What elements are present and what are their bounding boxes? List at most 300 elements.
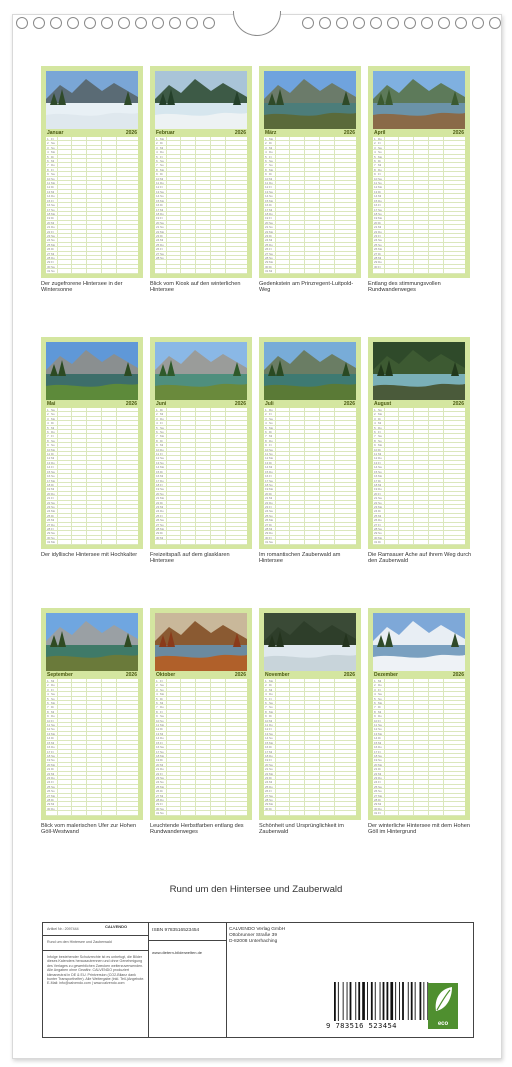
day-weekday: Sa <box>378 784 382 789</box>
barcode-bar <box>358 982 360 1020</box>
grid-column-line <box>289 137 290 274</box>
day-weekday: Sa <box>51 531 55 536</box>
day-weekday: Sa <box>51 141 55 146</box>
barcode-bar <box>380 982 381 1020</box>
grid-column-line <box>57 137 58 274</box>
day-number: 19 <box>156 216 160 221</box>
month-header <box>373 130 465 137</box>
day-weekday: Do <box>160 705 164 710</box>
day-number: 26 <box>374 789 378 794</box>
day-number: 2 <box>156 683 158 688</box>
day-number: 27 <box>156 793 160 798</box>
day-weekday: Di <box>160 727 163 732</box>
day-number: 12 <box>374 185 378 190</box>
month-name: September <box>47 672 73 678</box>
month-photo <box>155 71 247 129</box>
day-weekday: Mi <box>269 176 273 181</box>
day-weekday: Mo <box>160 784 165 789</box>
grid-column-line <box>57 679 58 816</box>
day-weekday: Do <box>378 198 382 203</box>
day-weekday: Mi <box>51 456 55 461</box>
day-number: 9 <box>374 443 376 448</box>
month-name: Januar <box>47 130 64 136</box>
day-number: 25 <box>374 242 378 247</box>
day-weekday: Fr <box>378 749 381 754</box>
day-weekday: Di <box>160 408 163 412</box>
day-number: 17 <box>265 207 269 212</box>
day-weekday: Sa <box>51 233 55 238</box>
day-weekday: Mi <box>269 434 273 439</box>
day-number: 5 <box>156 154 158 159</box>
day-number: 5 <box>47 425 49 430</box>
day-number: 25 <box>265 242 269 247</box>
grid-column-line <box>180 137 181 274</box>
day-number: 13 <box>265 189 269 194</box>
binding-hole <box>84 17 96 29</box>
day-weekday: Fr <box>51 496 54 501</box>
day-row <box>373 269 465 273</box>
day-number: 7 <box>156 434 158 439</box>
grid-column-line <box>210 137 211 274</box>
day-number: 9 <box>47 714 49 719</box>
grid-column-line <box>443 408 444 545</box>
day-number: 24 <box>156 509 160 514</box>
day-number: 6 <box>156 159 158 164</box>
day-number: 7 <box>47 705 49 710</box>
day-number: 25 <box>156 784 160 789</box>
day-number: 13 <box>156 460 160 465</box>
day-weekday: Mo <box>160 434 165 439</box>
month-day-grid <box>46 679 138 816</box>
day-number: 25 <box>265 513 269 518</box>
day-number: 9 <box>156 172 158 177</box>
barcode-bar <box>420 982 422 1020</box>
day-number: 4 <box>265 692 267 697</box>
day-number: 1 <box>265 137 267 141</box>
day-number: 17 <box>265 478 269 483</box>
day-number: 6 <box>265 430 267 435</box>
day-weekday: Do <box>51 522 55 527</box>
day-weekday: Fr <box>269 758 272 763</box>
month-card <box>150 608 252 820</box>
day-weekday: Di <box>160 758 163 763</box>
day-weekday: Sa <box>51 753 55 758</box>
day-number: 9 <box>374 714 376 719</box>
day-number: 7 <box>156 163 158 168</box>
month-year: 2026 <box>234 130 246 136</box>
day-weekday: Sa <box>269 540 273 545</box>
day-number: 4 <box>47 150 49 155</box>
month-card <box>259 66 361 278</box>
day-weekday: So <box>160 163 164 168</box>
day-weekday: Do <box>51 430 55 435</box>
day-weekday: Di <box>269 491 272 496</box>
day-number: 2 <box>265 141 267 146</box>
day-number: 15 <box>265 740 269 745</box>
binding-hole <box>16 17 28 29</box>
grid-column-line <box>275 408 276 545</box>
grid-column-line <box>319 137 320 274</box>
day-weekday: Fr <box>160 709 163 714</box>
month-year: 2026 <box>234 401 246 407</box>
barcode-bar <box>383 982 385 1020</box>
day-number: 4 <box>156 421 158 426</box>
day-weekday: So <box>51 207 55 212</box>
day-weekday: Sa <box>269 731 273 736</box>
day-weekday: Sa <box>160 425 164 430</box>
day-number: 17 <box>374 749 378 754</box>
day-weekday: Do <box>378 775 382 780</box>
month-photo <box>46 342 138 400</box>
barcode-bar <box>334 982 336 1026</box>
day-weekday: Mi <box>160 701 164 706</box>
month-day-grid <box>264 137 356 274</box>
day-number: 14 <box>156 194 160 199</box>
day-number: 13 <box>156 731 160 736</box>
month-name: Oktober <box>156 672 176 678</box>
month-caption: Entlang des stimmungsvollen Rundwanderweges <box>368 281 441 294</box>
day-number: 18 <box>47 753 51 758</box>
day-weekday: Mo <box>51 509 56 514</box>
day-weekday: Fr <box>160 513 163 518</box>
day-number: 16 <box>47 474 51 479</box>
day-number: 28 <box>156 526 160 531</box>
day-number: 13 <box>156 189 160 194</box>
day-number: 13 <box>374 460 378 465</box>
day-number: 19 <box>374 216 378 221</box>
day-weekday: Mo <box>51 181 56 186</box>
day-number: 10 <box>156 176 160 181</box>
day-weekday: Mo <box>378 443 383 448</box>
grid-column-line <box>289 679 290 816</box>
day-number: 13 <box>47 731 51 736</box>
day-number: 29 <box>265 260 269 265</box>
month-year: 2026 <box>343 401 355 407</box>
day-number: 17 <box>156 207 160 212</box>
day-number: 14 <box>265 465 269 470</box>
day-weekday: Di <box>269 141 272 146</box>
day-number: 14 <box>156 736 160 741</box>
grid-column-line <box>334 679 335 816</box>
day-weekday: Fr <box>269 412 272 417</box>
day-number: 6 <box>47 430 49 435</box>
calendar-title: Rund um den Hintersee und Zauberwald <box>169 884 343 895</box>
grid-column-line <box>384 679 385 816</box>
day-row <box>46 269 138 273</box>
month-name: November <box>265 672 290 678</box>
day-number: 19 <box>265 216 269 221</box>
day-weekday: Fr <box>51 198 54 203</box>
day-number: 20 <box>374 491 378 496</box>
grid-column-line <box>384 137 385 274</box>
day-number: 25 <box>156 513 160 518</box>
day-number: 13 <box>374 731 378 736</box>
day-number: 23 <box>265 233 269 238</box>
day-number: 22 <box>47 229 51 234</box>
info-column-middle <box>149 923 227 1037</box>
day-number: 24 <box>47 509 51 514</box>
day-weekday: Mo <box>160 496 165 501</box>
barcode-bar <box>375 982 376 1020</box>
month-header <box>264 672 356 679</box>
day-weekday: Mi <box>378 255 382 260</box>
day-weekday: Mo <box>160 526 165 531</box>
day-number: 29 <box>374 802 378 807</box>
grid-column-line <box>334 408 335 545</box>
day-weekday: Sa <box>160 251 164 256</box>
day-number: 8 <box>265 709 267 714</box>
day-weekday: Mi <box>269 780 273 785</box>
day-weekday: Do <box>51 806 55 811</box>
day-number: 15 <box>156 469 160 474</box>
binding-hole <box>421 17 433 29</box>
day-weekday: Mo <box>51 416 56 421</box>
day-number: 21 <box>374 496 378 501</box>
day-weekday: Mi <box>269 496 273 501</box>
day-number: 6 <box>265 159 267 164</box>
month-caption: Blick vom malerischen Ufer zur Hohen Göll-Westwand <box>41 823 137 836</box>
day-weekday: Fr <box>51 749 54 754</box>
day-weekday: Mo <box>51 701 56 706</box>
day-number: 26 <box>156 518 160 523</box>
month-card <box>368 66 470 278</box>
day-number: 23 <box>156 504 160 509</box>
day-weekday: Do <box>160 242 164 247</box>
day-number: 21 <box>265 225 269 230</box>
day-weekday: So <box>51 504 55 509</box>
month-card <box>41 337 143 549</box>
day-number: 21 <box>156 767 160 772</box>
day-number: 8 <box>47 167 49 172</box>
day-number: 14 <box>265 736 269 741</box>
barcode-bar <box>423 982 424 1020</box>
day-weekday: Sa <box>160 518 164 523</box>
day-number: 15 <box>156 740 160 745</box>
day-number: 25 <box>265 784 269 789</box>
day-weekday: Di <box>378 189 381 194</box>
day-weekday: Do <box>51 683 55 688</box>
eco-label: eco <box>437 1021 449 1027</box>
day-weekday: Mi <box>160 176 164 181</box>
grid-column-line <box>180 679 181 816</box>
barcode-bar <box>343 982 344 1020</box>
day-weekday: Fr <box>269 535 272 540</box>
day-number: 14 <box>47 736 51 741</box>
day-weekday: Sa <box>269 478 273 483</box>
day-number: 16 <box>156 474 160 479</box>
day-weekday: So <box>378 469 382 474</box>
day-number: 18 <box>156 753 160 758</box>
divider <box>43 950 148 951</box>
day-number: 18 <box>374 482 378 487</box>
month-header <box>373 672 465 679</box>
day-weekday: Sa <box>269 416 273 421</box>
day-number: 23 <box>374 233 378 238</box>
day-number: 19 <box>47 758 51 763</box>
day-number: 28 <box>374 255 378 260</box>
month-photo <box>155 613 247 671</box>
day-number: 11 <box>374 723 378 728</box>
day-weekday: Do <box>51 255 55 260</box>
day-weekday: Di <box>51 736 54 741</box>
day-weekday: Sa <box>51 500 55 505</box>
day-weekday: Sa <box>160 456 164 461</box>
day-number: 2 <box>156 412 158 417</box>
day-weekday: So <box>160 522 164 527</box>
day-weekday: Di <box>269 522 272 527</box>
month-header <box>264 130 356 137</box>
day-number: 30 <box>265 264 269 269</box>
day-number: 26 <box>47 789 51 794</box>
day-weekday: Mo <box>51 762 56 767</box>
day-number: 30 <box>374 806 378 811</box>
day-weekday: So <box>378 758 382 763</box>
day-weekday: So <box>51 758 55 763</box>
day-weekday: Mo <box>51 447 56 452</box>
day-number: 3 <box>374 145 376 150</box>
disclaimer-text: Infolge bestehender Schutzrechte ist es unbefugt, die Bilder dieses Kalenders herauszutrennen und ohne Genehmigung des Verlages zu gewerblichen Zwecken weiterzuverwenden. Alle Angaben ohne Gewähr. CALVENDO produziert klimaneutral in DE & EU. Printversion (CO2-Bilanz dank bunter Transporthelfer). Alle Weitergabe (inkl. Teil-)Angebote. E-Mail: info@calvendo.com | www.calvendo.com <box>47 955 145 986</box>
day-weekday: Do <box>160 181 164 186</box>
day-number: 3 <box>265 416 267 421</box>
day-number: 31 <box>265 540 269 545</box>
binding-hole <box>67 17 79 29</box>
binding-hole <box>169 17 181 29</box>
day-number: 17 <box>47 749 51 754</box>
day-weekday: So <box>160 718 164 723</box>
day-number: 16 <box>374 745 378 750</box>
month-name: Dezember <box>374 672 398 678</box>
day-weekday: Di <box>160 531 163 536</box>
grid-column-line <box>195 137 196 274</box>
day-number: 22 <box>265 771 269 776</box>
binding-hole <box>404 17 416 29</box>
day-weekday: Sa <box>51 692 55 697</box>
day-weekday: So <box>51 474 55 479</box>
day-number: 11 <box>265 723 269 728</box>
day-number: 10 <box>47 176 51 181</box>
day-number: 2 <box>374 412 376 417</box>
day-weekday: Mi <box>269 687 273 692</box>
day-weekday: Sa <box>378 723 382 728</box>
day-number: 10 <box>374 718 378 723</box>
day-number: 23 <box>374 504 378 509</box>
day-number: 17 <box>47 478 51 483</box>
day-weekday: So <box>269 163 273 168</box>
grid-column-line <box>319 408 320 545</box>
day-number: 30 <box>265 535 269 540</box>
binding-hole <box>186 17 198 29</box>
day-weekday: Di <box>378 416 381 421</box>
day-number: 16 <box>47 745 51 750</box>
month-name: Februar <box>156 130 175 136</box>
day-number: 5 <box>47 696 49 701</box>
day-number: 1 <box>156 408 158 412</box>
month-name: Mai <box>47 401 56 407</box>
day-number: 19 <box>374 758 378 763</box>
day-weekday: Do <box>160 416 164 421</box>
day-weekday: Do <box>378 683 382 688</box>
day-weekday: So <box>269 513 273 518</box>
month-photo <box>373 342 465 400</box>
day-number: 6 <box>374 430 376 435</box>
day-number: 3 <box>47 145 49 150</box>
day-number: 13 <box>265 731 269 736</box>
month-card <box>41 608 143 820</box>
day-weekday: Di <box>269 264 272 269</box>
day-weekday: Sa <box>378 692 382 697</box>
grid-column-line <box>398 137 399 274</box>
day-weekday: Mi <box>378 421 382 426</box>
day-number: 28 <box>47 526 51 531</box>
grid-column-line <box>86 137 87 274</box>
day-number: 1 <box>374 137 376 141</box>
day-weekday: Fr <box>160 185 163 190</box>
day-number: 17 <box>47 207 51 212</box>
day-number: 23 <box>47 775 51 780</box>
day-weekday: Do <box>160 478 164 483</box>
day-weekday: Fr <box>269 443 272 448</box>
day-number: 31 <box>47 540 51 545</box>
day-number: 20 <box>47 220 51 225</box>
day-number: 30 <box>47 535 51 540</box>
day-number: 4 <box>374 150 376 155</box>
day-weekday: Fr <box>51 465 54 470</box>
day-weekday: Mo <box>160 229 165 234</box>
day-number: 6 <box>47 701 49 706</box>
day-weekday: Do <box>160 447 164 452</box>
calvendo-logo: CALVENDO <box>105 924 128 929</box>
grid-column-line <box>101 679 102 816</box>
day-weekday: Fr <box>51 780 54 785</box>
day-number: 19 <box>47 216 51 221</box>
day-number: 6 <box>374 701 376 706</box>
grid-column-line <box>116 137 117 274</box>
day-number: 3 <box>374 687 376 692</box>
day-weekday: Sa <box>378 176 382 181</box>
day-weekday: Mo <box>51 540 56 545</box>
day-number: 31 <box>374 811 378 816</box>
day-weekday: Mo <box>269 167 274 172</box>
day-number: 25 <box>47 784 51 789</box>
day-number: 30 <box>47 806 51 811</box>
day-weekday: Fr <box>51 167 54 172</box>
day-weekday: Mi <box>378 452 382 457</box>
day-weekday: Mi <box>269 526 273 531</box>
day-number: 2 <box>47 412 49 417</box>
day-weekday: Mi <box>378 225 382 230</box>
day-weekday: Mo <box>269 198 274 203</box>
day-number: 29 <box>265 802 269 807</box>
day-weekday: Mi <box>378 163 382 168</box>
day-number: 14 <box>47 465 51 470</box>
day-number: 26 <box>374 518 378 523</box>
day-number: 28 <box>47 255 51 260</box>
grid-column-line <box>428 408 429 545</box>
day-weekday: Fr <box>378 811 381 816</box>
day-number: 28 <box>374 526 378 531</box>
day-number: 23 <box>47 233 51 238</box>
day-number: 23 <box>265 504 269 509</box>
day-number: 18 <box>156 211 160 216</box>
day-weekday: So <box>378 727 382 732</box>
day-weekday: Mo <box>378 731 383 736</box>
day-weekday: Do <box>378 714 382 719</box>
day-weekday: Di <box>51 216 54 221</box>
day-number: 6 <box>265 701 267 706</box>
day-weekday: Do <box>51 775 55 780</box>
day-number: 18 <box>265 211 269 216</box>
month-photo <box>264 613 356 671</box>
